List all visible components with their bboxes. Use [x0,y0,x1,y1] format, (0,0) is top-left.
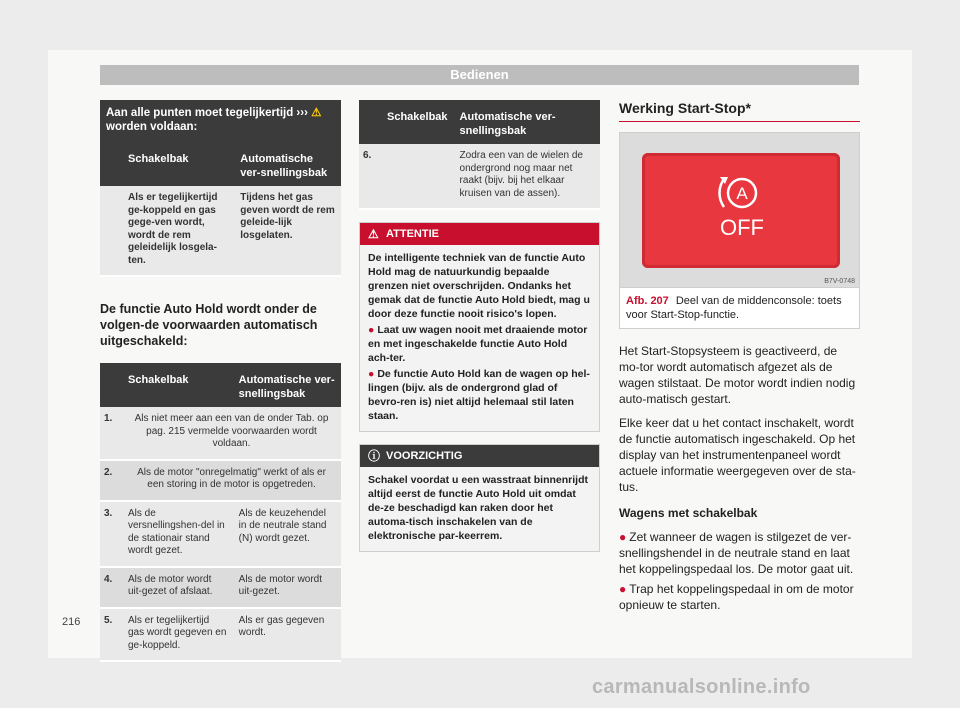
row-num [100,186,122,276]
auto-hold-table [100,363,341,662]
col-header-schakelbak: Schakelbak [381,100,454,144]
cell: Als de motor wordt uit-gezet of afslaat. [122,567,233,608]
table-caption [100,100,341,142]
cell: Zodra een van de wielen de ondergrond nog maar net raakt (bijv. bij het elkaar kruisen van de assen). [454,144,600,209]
middle-column [359,100,600,552]
figure-caption [620,288,859,328]
caution-header [360,445,599,467]
cell: Als er tegelijkertijd ge-koppeld en gas gege-ven wordt, wordt de rem geleidelijk losgela-ten. [122,186,234,276]
figure-image [620,133,859,288]
attention-bullet: ● De functie Auto Hold kan de wagen op hel-lingen (bijv. als de ondergrond glad of bevro-ren is) niet altijd helemaal stil laten staan. [368,368,590,422]
info-icon: ⓘ [368,449,381,463]
cell-merged: Als niet meer aan een van de onder Tab. op pag. 215 vermelde voorwaarden wordt voldaan. [122,407,341,460]
paragraph: Het Start-Stopsysteem is geactiveerd, de mo-tor wordt automatisch afgezet als de wagen stilstaat. De motor wordt indien nodig auto-matisch gestart. [619,344,856,406]
caution-body: Schakel voordat u een wasstraat binnenrijdt altijd eerst de functie Auto Hold uit omdat de-ze beschadigd kan raken door het automa-tisch inschakelen van de elektronische par-keerrem. [368,474,588,542]
table-row [100,567,341,608]
col-num-header [100,363,122,407]
button-label: OFF [720,215,764,240]
col-header-automatic: Automatische ver-snellingsbak [454,100,600,144]
watermark: carmanualsonline.info [592,676,811,698]
figure-code: B7V-0748 [824,278,855,285]
cell: Als de versnellingshen-del in de stationair stand wordt gezet. [122,501,233,567]
attention-intro: De intelligente techniek van de functie Auto Hold mag de natuurkundig bepaalde grenzen niet overschrijden. Ondanks het gemak dat de functie Auto Hold biedt, mag u door deze functie nooit risico's lopen. [368,252,590,320]
cell: Als de keuzehendel in de neutrale stand (N) wordt gezet. [233,501,341,567]
section-title: Werking Start-Stop* [619,100,860,122]
row-num: 5. [100,608,122,662]
row-num: 3. [100,501,122,567]
table-row [100,608,341,662]
page-header: Bedienen [100,65,859,85]
subheading: Wagens met schakelbak [619,506,758,520]
col-num-header [359,100,381,144]
attention-body [360,245,599,431]
col-header-schakelbak: Schakelbak [122,363,233,407]
bullet-item: ● Trap het koppelingspedaal in om de motor opnieuw te starten. [619,582,854,612]
cell-merged: Als de motor "onregelmatig" werkt of als er een storing in de motor is opgetreden. [122,460,341,501]
cell: Tijdens het gas geven wordt de rem geleide-lijk losgelaten. [234,186,341,276]
col-num-header [100,142,122,186]
figure-number: Afb. 207 [626,295,669,307]
auto-hold-table-continued [359,100,600,210]
table-row [100,460,341,501]
cell: Als er gas gegeven wordt. [233,608,341,662]
attention-bullet: ● Laat uw wagen nooit met draaiende motor en met ingeschakelde functie Auto Hold ach-ter. [368,324,588,364]
caution-title: VOORZICHTIG [386,450,463,462]
table-row [359,144,600,209]
warning-icon: ⚠ [368,227,379,241]
col-header-automatic: Automatische ver-snellingsbak [233,363,341,407]
row-num: 6. [359,144,381,209]
button-symbol: A [736,184,748,203]
right-column [619,100,860,621]
caution-box [359,444,600,552]
left-column [100,100,341,662]
start-stop-button [642,153,840,268]
attention-header [360,223,599,245]
col-header-automatic: Automatische ver-snellingsbak [234,142,341,186]
caption-text: Aan alle punten moet tegelijkertijd ››› [106,107,308,119]
caption-text-end: worden voldaan: [106,121,198,133]
cell [381,144,454,209]
table-row [100,501,341,567]
bullet-item: ● Zet wanneer de wagen is stilgezet de ver-snellingshendel in de neutrale stand en laat het koppelingspedaal los. De motor gaat uit. [619,530,854,576]
conditions-table [100,142,341,277]
cell: Als de motor wordt uit-gezet. [233,567,341,608]
row-num: 4. [100,567,122,608]
caption-text: Deel van de middenconsole: toets voor Start-Stop-functie. [626,295,842,321]
warning-icon: ⚠ [311,107,322,119]
col-header-schakelbak: Schakelbak [122,142,234,186]
row-num: 2. [100,460,122,501]
figure [619,132,860,329]
row-num: 1. [100,407,122,460]
page-number: 216 [62,616,81,628]
auto-start-stop-icon [642,153,840,268]
paragraph: Elke keer dat u het contact inschakelt, wordt de functie automatisch ingeschakeld. Op het display van het instrumentenpaneel wordt actuele informatie weergegeven over de sta-tus. [619,416,856,494]
attention-box [359,222,600,432]
body-text [619,343,860,613]
attention-title: ATTENTIE [386,228,439,240]
table-row [100,407,341,460]
cell: Als er tegelijkertijd gas wordt gegeven en ge-koppeld. [122,608,233,662]
section-heading: De functie Auto Hold wordt onder de volgen-de voorwaarden automatisch uitgeschakeld: [100,302,318,348]
table-row [100,186,341,276]
